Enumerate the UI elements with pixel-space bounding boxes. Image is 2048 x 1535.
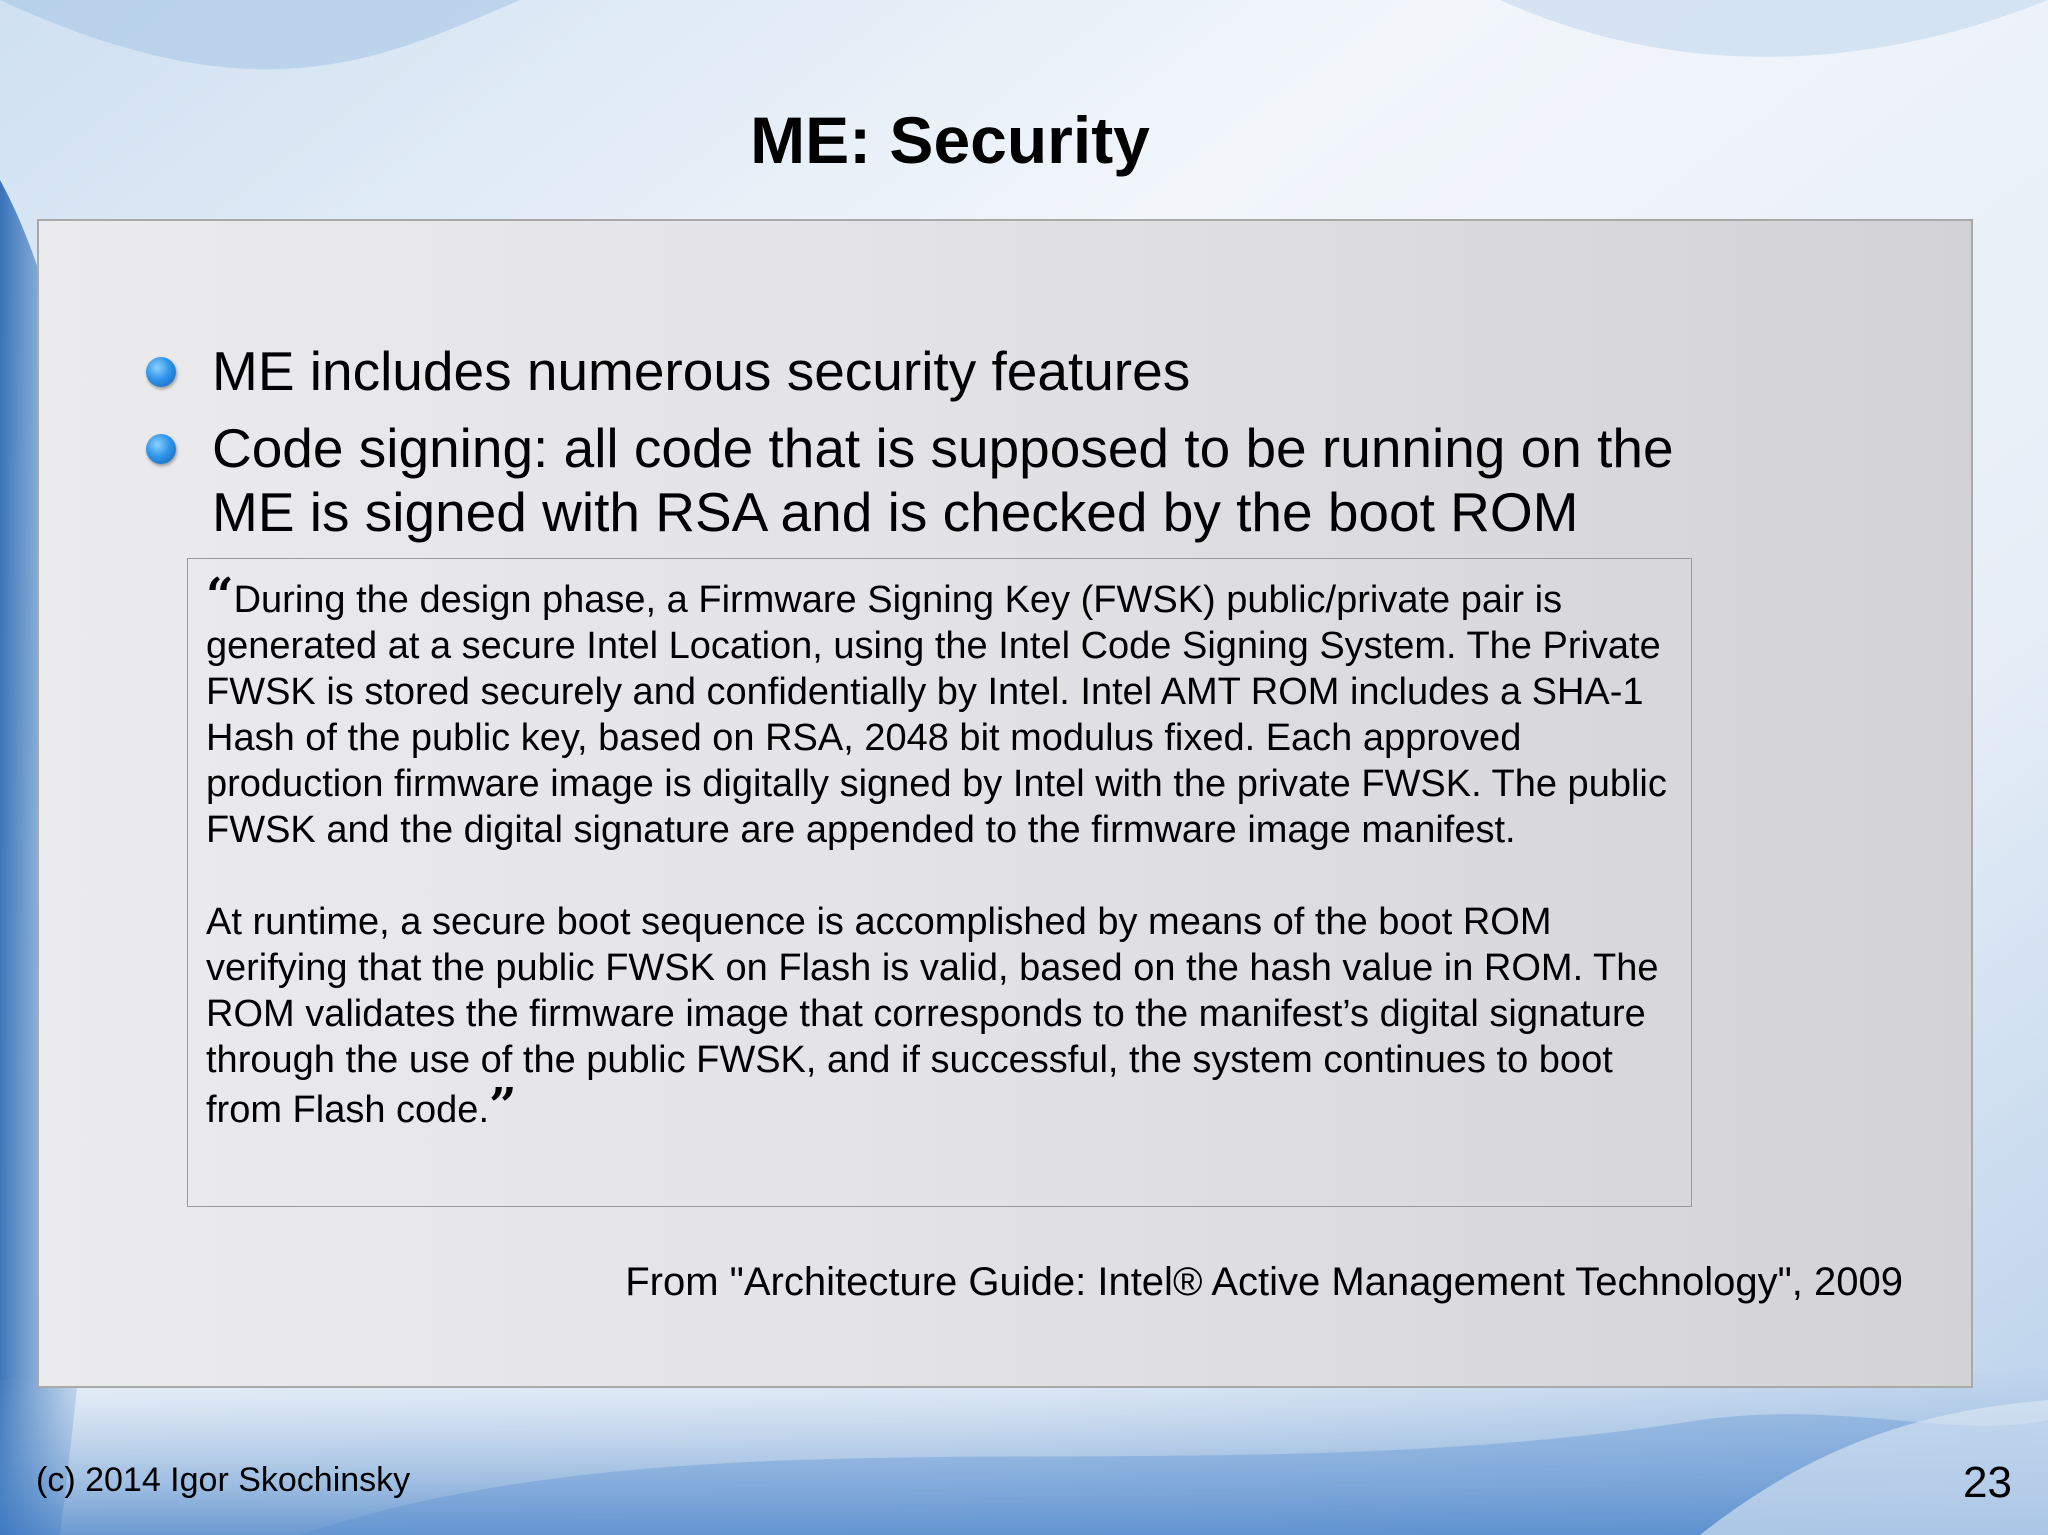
page-number: 23 bbox=[1963, 1458, 2012, 1507]
quote-box bbox=[187, 558, 1692, 1207]
content-panel bbox=[37, 219, 1973, 1388]
close-quote-mark: ” bbox=[489, 1078, 517, 1134]
open-quote-mark: “ bbox=[206, 568, 234, 624]
quote-paragraph bbox=[206, 899, 1673, 1133]
bullet-text: ME includes numerous security features bbox=[212, 340, 1191, 402]
footer-copyright: (c) 2014 Igor Skochinsky bbox=[36, 1461, 411, 1499]
quote-paragraph bbox=[206, 568, 1673, 853]
quote-text: During the design phase, a Firmware Signing Key (FWSK) public/private pair is generated at a secure Intel Location, using the Intel Code Signing System. The Private FWSK is stored securely and confidentially by Intel. Intel AMT ROM includes a SHA-1 Hash of the public key, based on RSA, 2048 bit modulus fixed. Each approved production firmware image is digitally signed by Intel with the private FWSK. The public FWSK and the digital signature are appended to the firmware image manifest. bbox=[206, 579, 1667, 851]
bullet-text: Code signing: all code that is supposed to be running on the ME is signed with RSA and is checked by the boot ROM bbox=[212, 417, 1674, 543]
source-citation: From "Architecture Guide: Intel® Active Management Technology", 2009 bbox=[625, 1260, 1903, 1304]
quote-text: At runtime, a secure boot sequence is accomplished by means of the boot ROM verifying that the public FWSK on Flash is valid, based on the hash value in ROM. The ROM validates the firmware image that corresponds to the manifest’s digital signature through the use of the public FWSK, and if successful, the system continues to boot from Flash code. bbox=[206, 901, 1659, 1131]
bullet-icon bbox=[146, 357, 176, 387]
slide-title: ME: Security bbox=[750, 103, 1150, 177]
bullet-icon bbox=[146, 434, 176, 464]
